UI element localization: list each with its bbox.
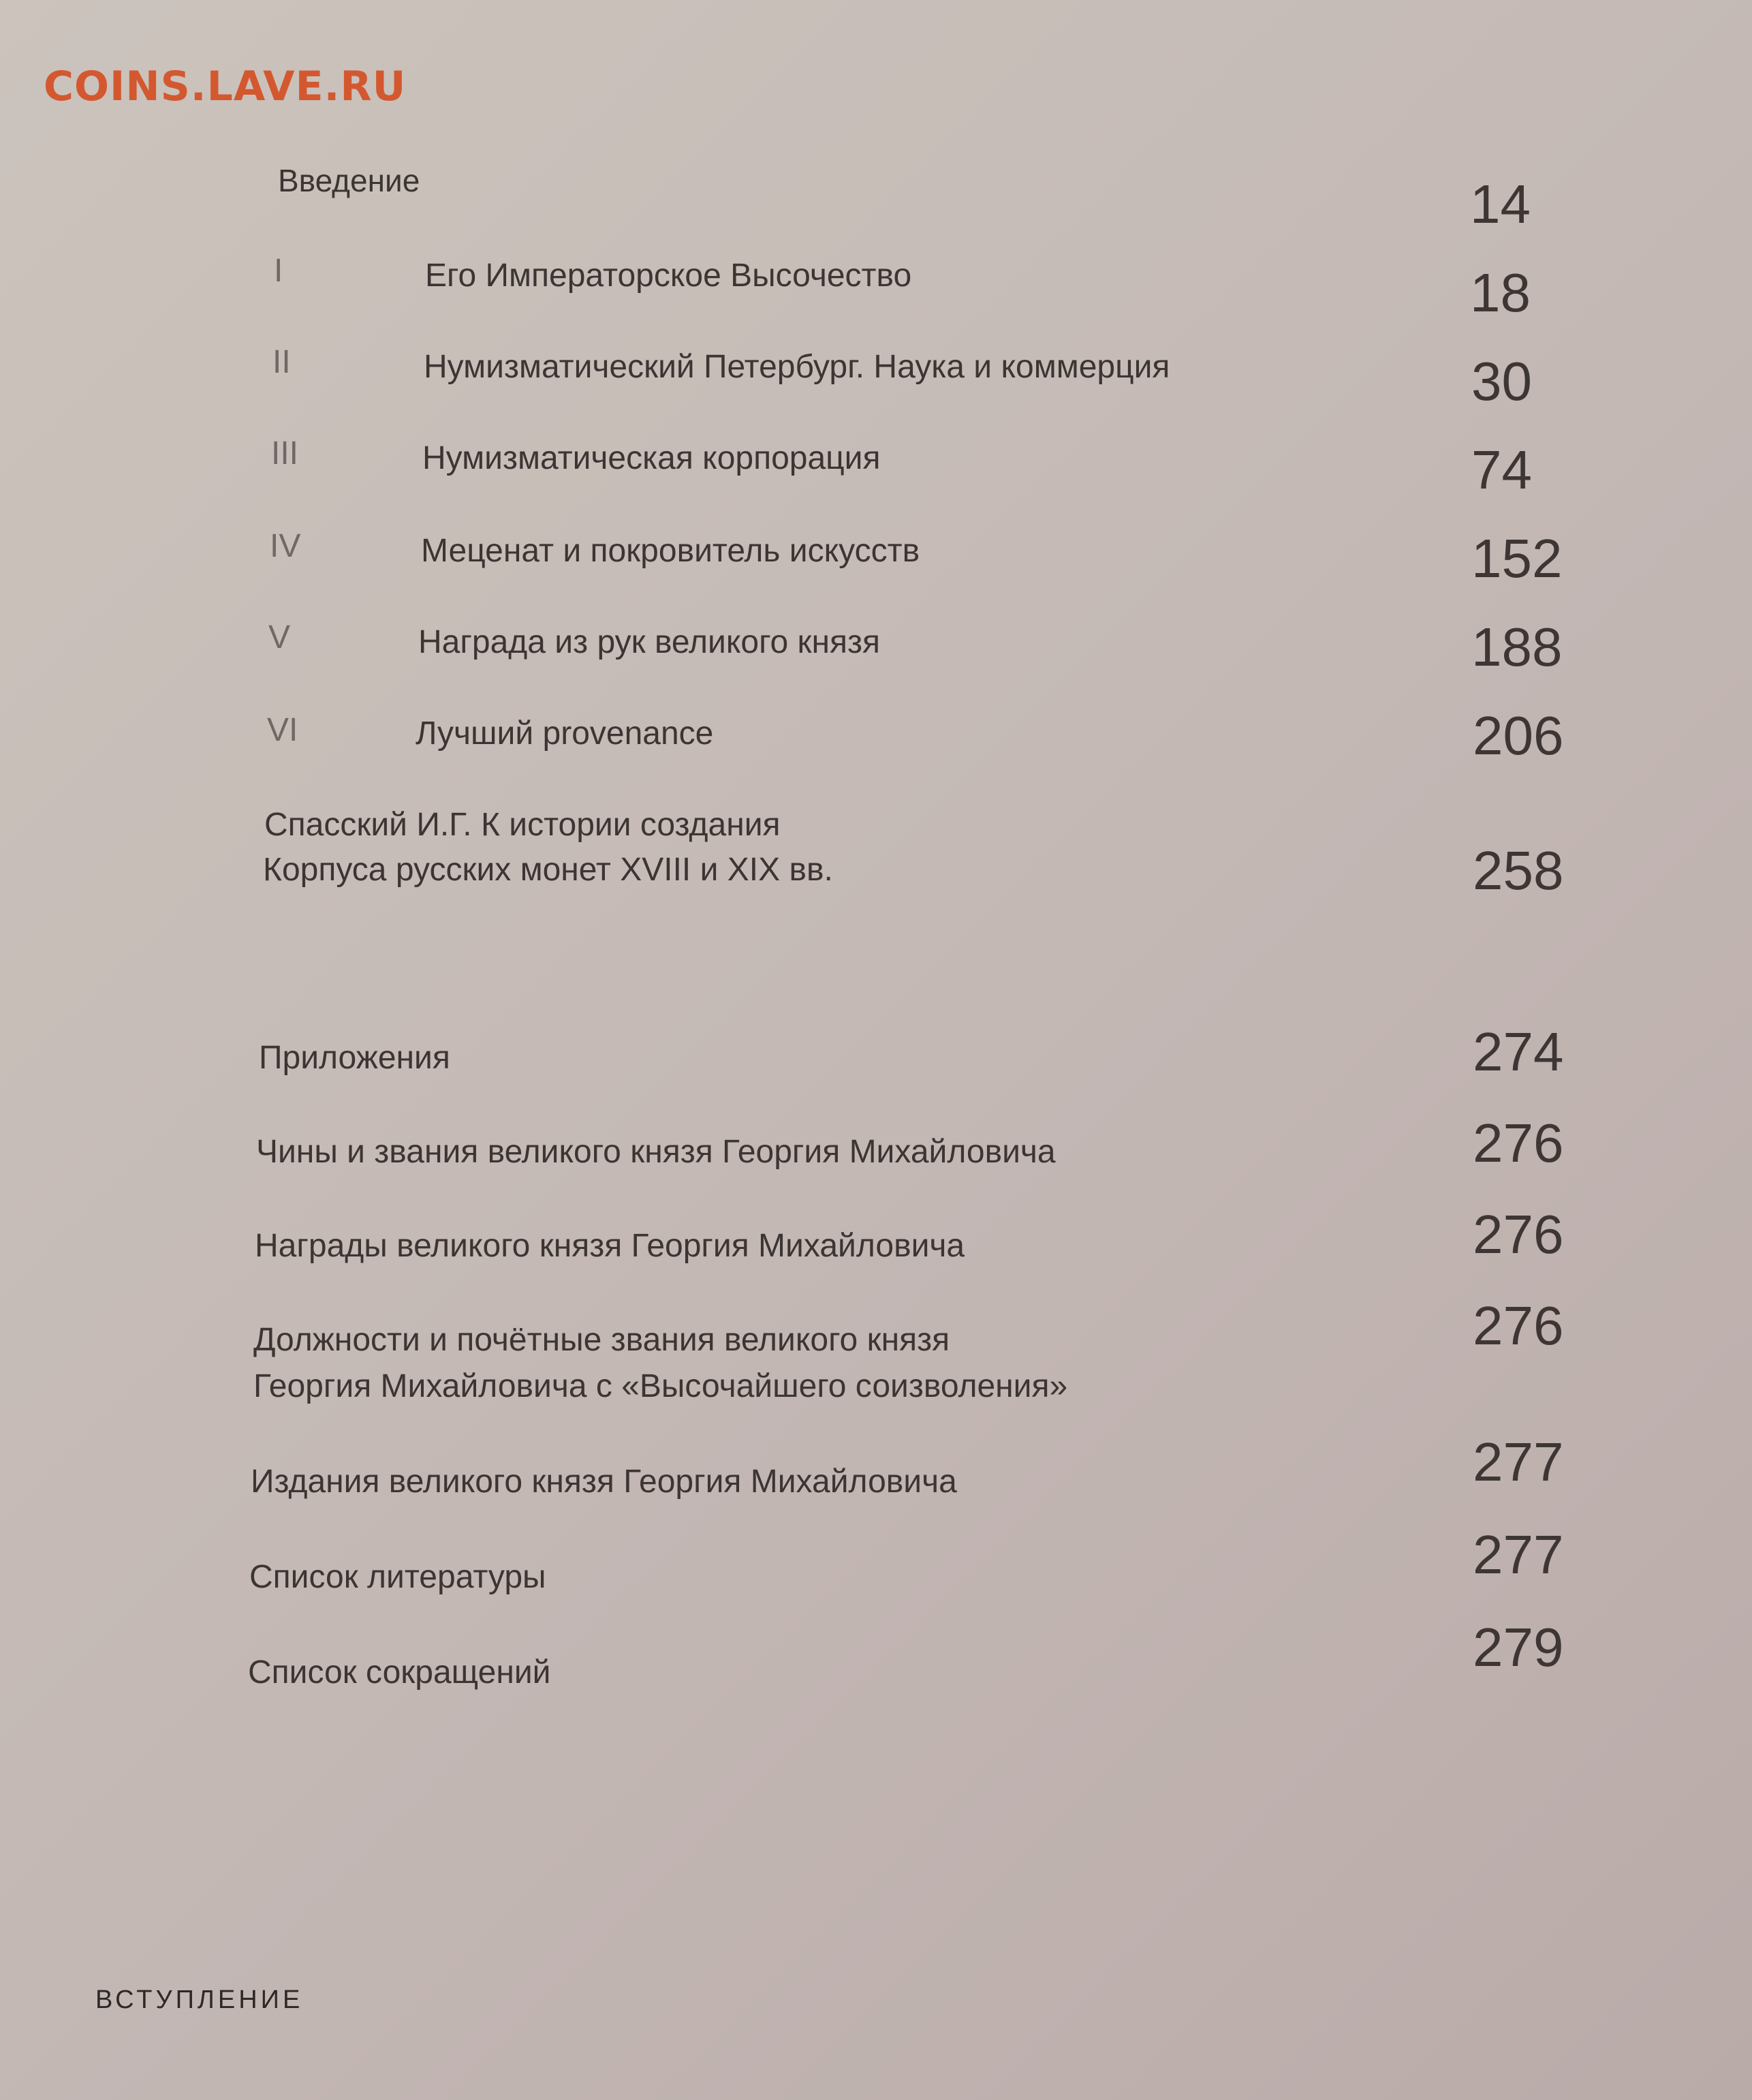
toc-chapter-page: 74 xyxy=(1471,439,1532,500)
toc-chapter-page: 30 xyxy=(1471,351,1532,412)
section-footer: ВСТУПЛЕНИЕ xyxy=(95,1986,304,2014)
toc-appendix-page: 274 xyxy=(1473,1021,1564,1082)
toc-chapter-page: 206 xyxy=(1473,705,1564,766)
toc-chapter-number: VI xyxy=(267,712,298,748)
toc-appendix-title: Список сокращений xyxy=(248,1654,551,1690)
toc-chapter-number: IV xyxy=(270,528,301,564)
toc-intro-page: 14 xyxy=(1470,174,1531,234)
watermark: COINS.LAVE.RU xyxy=(44,63,407,110)
toc-chapter-title: Награда из рук великого князя xyxy=(418,624,881,660)
toc-chapter-title: Его Императорское Высочество xyxy=(425,258,912,294)
toc-appendix-title-line2: Георгия Михайловича с «Высочайшего соизволения» xyxy=(253,1368,1068,1404)
toc-chapter-page: 18 xyxy=(1470,262,1531,323)
toc-essay-line1: Спасский И.Г. К истории создания xyxy=(264,807,781,843)
toc-appendix-page: 276 xyxy=(1473,1295,1564,1356)
toc-chapter-number: V xyxy=(268,619,291,655)
toc-essay-page: 258 xyxy=(1473,840,1564,901)
toc-appendix-page: 279 xyxy=(1473,1617,1564,1678)
toc-chapter-title: Нумизматическая корпорация xyxy=(422,440,881,476)
toc-intro-label: Введение xyxy=(278,163,420,198)
toc-chapter-number: II xyxy=(272,344,291,380)
toc-appendix-title: Награды великого князя Георгия Михайловича xyxy=(255,1228,965,1264)
toc-chapter-number: I xyxy=(274,253,283,289)
toc-chapter-number: III xyxy=(271,435,299,472)
toc-appendix-title: Чины и звания великого князя Георгия Михайловича xyxy=(256,1134,1056,1170)
toc-essay-line2: Корпуса русских монет XVIII и XIX вв. xyxy=(263,852,833,888)
toc-appendix-title: Должности и почётные звания великого князя xyxy=(253,1322,950,1358)
toc-appendix-page: 276 xyxy=(1473,1204,1564,1265)
toc-appendix-page: 277 xyxy=(1473,1524,1564,1585)
toc-chapter-page: 152 xyxy=(1471,528,1563,589)
toc-appendix-title: Издания великого князя Георгия Михайловича xyxy=(251,1464,957,1500)
toc-chapter-page: 188 xyxy=(1471,617,1563,677)
toc-appendix-title: Приложения xyxy=(259,1040,450,1076)
toc-chapter-title: Лучший provenance xyxy=(416,715,714,752)
toc-appendix-title: Список литературы xyxy=(249,1559,546,1595)
toc-appendix-page: 277 xyxy=(1473,1432,1564,1492)
toc-appendix-page: 276 xyxy=(1473,1113,1564,1173)
toc-chapter-title: Нумизматический Петербург. Наука и коммерция xyxy=(424,349,1170,385)
toc-chapter-title: Меценат и покровитель искусств xyxy=(421,533,920,569)
